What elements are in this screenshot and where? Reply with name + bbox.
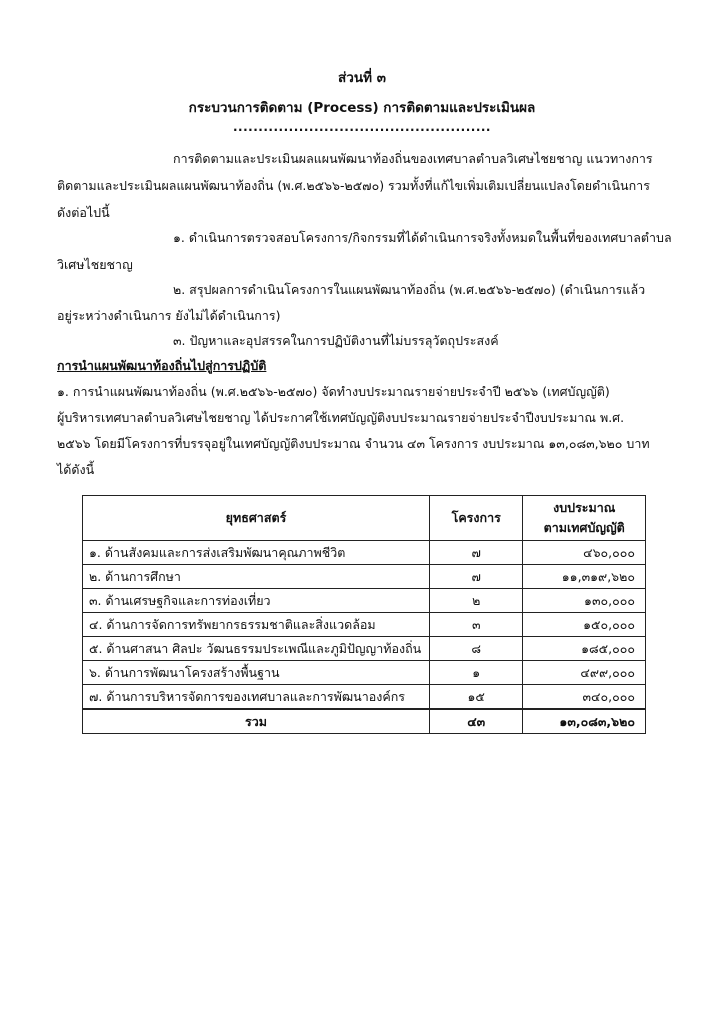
table-row [83, 613, 646, 637]
row-projects: ๑ [429, 661, 522, 685]
row-projects: ๑๕ [429, 685, 522, 710]
row-projects: ๒ [429, 589, 522, 613]
row-strategy: ๑. ด้านสังคมและการส่งเสริมพัฒนาคุณภาพชีวิต [83, 541, 430, 565]
row-projects: ๗ [429, 541, 522, 565]
plan-heading: การนำแผนพัฒนาท้องถิ่นไปสู่การปฏิบัติ [57, 358, 267, 373]
table-row [83, 589, 646, 613]
row-projects: ๗ [429, 565, 522, 589]
intro-line-2: ติดตามและประเมินผลแผนพัฒนาท้องถิ่น (พ.ศ.๒๕๖๖-๒๕๗๐) รวมทั้งที่แก้ไขเพิ่มเติมเปลี่ยนแปลงโดยดำเนินการ [57, 178, 650, 193]
table-row [83, 541, 646, 565]
step-1-line-1: ๑. ดำเนินการตรวจสอบโครงการ/กิจกรรมที่ได้ดำเนินการจริงทั้งหมดในพื้นที่ของเทศบาลตำบล [173, 230, 672, 245]
plan-line-1: ๑. การนำแผนพัฒนาท้องถิ่น (พ.ศ.๒๕๖๖-๒๕๗๐) จัดทำงบประมาณรายจ่ายประจำปี ๒๕๖๖ (เทศบัญญัติ) [57, 384, 610, 399]
row-strategy: ๗. ด้านการบริหารจัดการของเทศบาลและการพัฒนาองค์กร [83, 685, 430, 710]
total-projects: ๔๓ [429, 709, 522, 734]
row-budget: ๑๑,๓๑๙,๖๒๐ [523, 565, 646, 589]
intro-line-1: การติดตามและประเมินผลแผนพัฒนาท้องถิ่นของเทศบาลตำบลวิเศษไชยชาญ แนวทางการ [173, 151, 653, 166]
step-1-line-2: วิเศษไชยชาญ [57, 257, 133, 272]
row-budget: ๔๖๐,๐๐๐ [523, 541, 646, 565]
plan-line-4: ได้ดังนี้ [57, 462, 95, 477]
page-title: กระบวนการติดตาม (Process) การติดตามและประเมินผล [188, 100, 536, 116]
step-2-line-2: อยู่ระหว่างดำเนินการ ยังไม่ได้ดำเนินการ) [57, 308, 281, 323]
intro-line-3: ดังต่อไปนี้ [57, 205, 110, 220]
total-budget: ๑๓,๐๘๓,๖๒๐ [523, 709, 646, 734]
step-3-line-1: ๓. ปัญหาและอุปสรรคในการปฏิบัติงานที่ไม่บรรลุวัตถุประสงค์ [173, 333, 499, 348]
header-strategy: ยุทธศาสตร์ [83, 496, 430, 541]
row-budget: ๓๔๐,๐๐๐ [523, 685, 646, 710]
table-total-row [83, 709, 646, 734]
row-budget: ๑๕๐,๐๐๐ [523, 613, 646, 637]
row-budget: ๑๘๕,๐๐๐ [523, 637, 646, 661]
plan-line-2: ผู้บริหารเทศบาลตำบลวิเศษไชยชาญ ได้ประกาศใช้เทศบัญญัติงบประมาณรายจ่ายประจำปีงบประมาณ พ.ศ. [57, 410, 625, 425]
row-budget: ๔๙๙,๐๐๐ [523, 661, 646, 685]
table-row [83, 661, 646, 685]
step-2-line-1: ๒. สรุปผลการดำเนินโครงการในแผนพัฒนาท้องถิ่น (พ.ศ.๒๕๖๖-๒๕๗๐) (ดำเนินการแล้ว [173, 282, 646, 297]
row-strategy: ๖. ด้านการพัฒนาโครงสร้างพื้นฐาน [83, 661, 430, 685]
budget-table [82, 495, 646, 734]
row-strategy: ๓. ด้านเศรษฐกิจและการท่องเที่ยว [83, 589, 430, 613]
header-budget-line-1: งบประมาณ [553, 500, 616, 515]
plan-line-3: ๒๕๖๖ โดยมีโครงการที่บรรจุอยู่ในเทศบัญญัติงบประมาณ จำนวน ๔๓ โครงการ งบประมาณ ๑๓,๐๘๓,๖๒๐ บาท [57, 436, 650, 451]
title-divider: ................................................... [233, 120, 491, 134]
row-strategy: ๔. ด้านการจัดการทรัพยากรธรรมชาติและสิ่งแวดล้อม [83, 613, 430, 637]
row-strategy: ๕. ด้านศาสนา ศิลปะ วัฒนธรรมประเพณีและภูมิปัญญาท้องถิ่น [83, 637, 430, 661]
total-label: รวม [83, 709, 430, 734]
header-budget [523, 496, 646, 541]
table-row [83, 565, 646, 589]
header-budget-line-2: ตามเทศบัญญัติ [543, 520, 625, 535]
section-number: ส่วนที่ ๓ [338, 70, 386, 86]
table-header-row [83, 496, 646, 541]
table-row [83, 685, 646, 710]
row-strategy: ๒. ด้านการศึกษา [83, 565, 430, 589]
row-projects: ๘ [429, 637, 522, 661]
row-projects: ๓ [429, 613, 522, 637]
table-row [83, 637, 646, 661]
header-projects: โครงการ [429, 496, 522, 541]
row-budget: ๑๓๐,๐๐๐ [523, 589, 646, 613]
